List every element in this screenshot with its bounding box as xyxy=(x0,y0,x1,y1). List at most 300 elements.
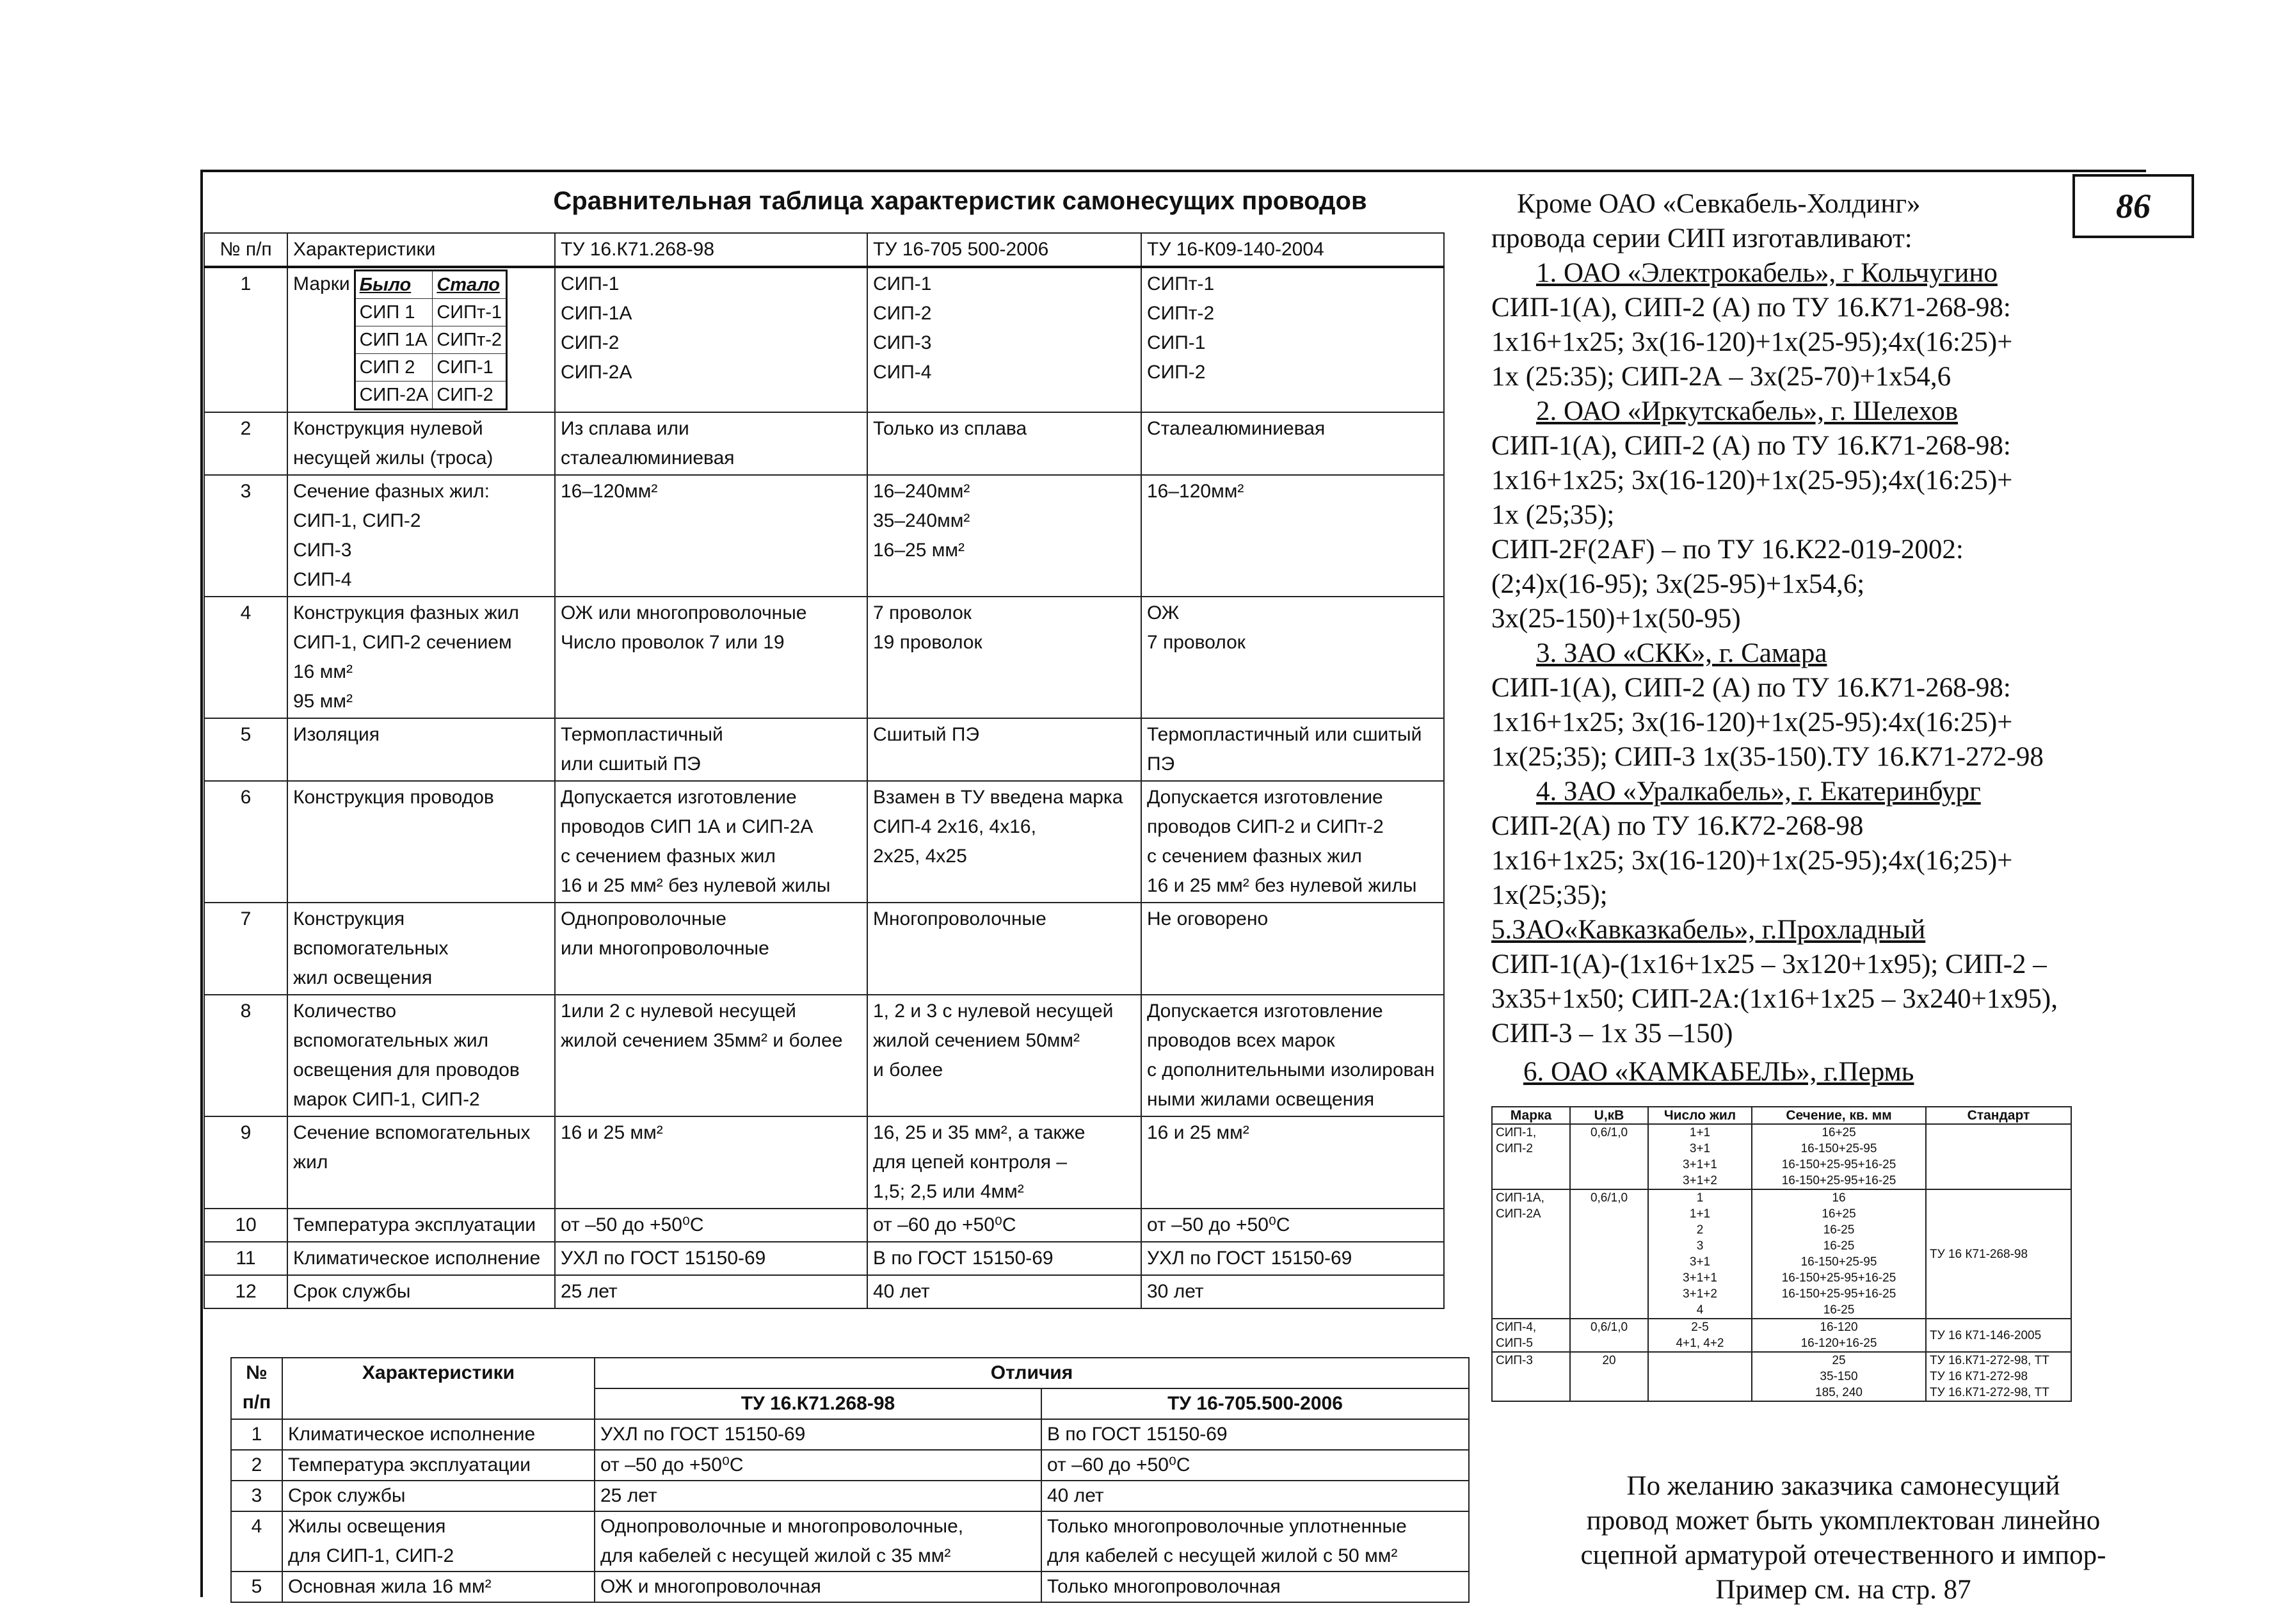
cell-line: СИП-4 xyxy=(293,569,352,590)
cell-line: вспомогательных xyxy=(293,938,449,959)
diff-header-cell: Характеристики xyxy=(282,1358,595,1419)
characteristic-cell xyxy=(287,1116,555,1209)
cell-line: 16-150+25-95 xyxy=(1800,1142,1877,1155)
cell-line: В по ГОСТ 15150-69 xyxy=(1047,1424,1228,1445)
row-number: 8 xyxy=(204,995,287,1116)
cell-line: 16 xyxy=(1832,1191,1846,1205)
cell-line: 2-5 xyxy=(1691,1321,1709,1334)
manufacturer-line: 1х(25;35); xyxy=(1491,880,1608,910)
manufacturer-line: 1х16+1х25; 3х(16-120)+1х(25-95):4х(16:25)+ xyxy=(1491,707,2013,737)
characteristic-cell xyxy=(282,1511,595,1572)
cell-line: 16-25 xyxy=(1823,1223,1855,1237)
kam-standard-cell: ТУ 16 К71-268-98 xyxy=(1926,1189,2071,1319)
cell-line: ТУ 16.К71-272-98, ТТ xyxy=(1930,1354,2049,1367)
tu-705-cell xyxy=(867,1242,1141,1275)
row-number: 1 xyxy=(204,267,287,412)
cell-line: от –50 до +50⁰С xyxy=(561,1214,704,1235)
marki-cell: СИП 1А xyxy=(355,326,433,354)
cell-line: 3+1+1 xyxy=(1683,1271,1717,1285)
cell-line: СИП-1, xyxy=(1496,1126,1537,1139)
cell-line: Взамен в ТУ введена марка xyxy=(873,787,1123,808)
tu-705-cell xyxy=(867,1209,1141,1242)
cell-line: Конструкция нулевой xyxy=(293,418,483,439)
cell-line: СИП-2А xyxy=(1496,1207,1541,1221)
tu-k09-cell xyxy=(1141,1116,1444,1209)
cell-line: ОЖ xyxy=(1147,602,1180,623)
row-number: 1 xyxy=(231,1419,282,1450)
row-number: 4 xyxy=(231,1511,282,1572)
cell-line: СИП-3 xyxy=(1496,1354,1533,1367)
cell-line: для кабелей с несущей жилой с 35 мм² xyxy=(600,1545,951,1566)
cell-line: Допускается изготовление xyxy=(561,787,797,808)
cell-line: и более xyxy=(873,1059,943,1081)
cell-line: Однопроволочные и многопроволочные, xyxy=(600,1516,964,1537)
cell-line: от –50 до +50⁰С xyxy=(600,1454,744,1475)
tu-705-cell xyxy=(1041,1450,1469,1481)
cell-line: Климатическое исполнение xyxy=(293,1248,541,1269)
table-row xyxy=(204,1275,1444,1308)
cell-line: 40 лет xyxy=(1047,1485,1104,1506)
tu-k09-cell xyxy=(1141,475,1444,597)
row-number: 4 xyxy=(204,597,287,718)
cell-line: СИП-2 xyxy=(1147,362,1206,383)
cell-line: 1+1 xyxy=(1689,1207,1711,1221)
row-number: 2 xyxy=(231,1450,282,1481)
cell-line: проводов СИП 1А и СИП-2А xyxy=(561,816,813,837)
cell-line: СИП-1А, xyxy=(1496,1191,1544,1205)
table-row xyxy=(204,597,1444,718)
cell-line: СИП-4, xyxy=(1496,1321,1537,1334)
characteristic-cell xyxy=(287,718,555,781)
kam-section-cell xyxy=(1752,1189,1926,1319)
marki-row xyxy=(355,354,506,382)
tu-268-cell xyxy=(595,1511,1041,1572)
manufacturer-line: (2;4)х(16-95); 3х(25-95)+1х54,6; xyxy=(1491,569,1865,599)
cell-line: УХЛ по ГОСТ 15150-69 xyxy=(561,1248,766,1269)
diff-row xyxy=(231,1481,1469,1511)
marki-cell: СИП 2 xyxy=(355,354,433,382)
marki-cell: СИПт-1 xyxy=(433,299,507,326)
frame-left-line xyxy=(200,170,203,1597)
kam-cores-cell xyxy=(1648,1319,1752,1352)
cell-line: СИП-4 2х16, 4х16, xyxy=(873,816,1036,837)
manufacturers-text xyxy=(1491,187,2131,1089)
cell-line: проводов СИП-2 и СИПт-2 xyxy=(1147,816,1384,837)
tu-k09-cell xyxy=(1141,903,1444,995)
cell-line: 30 лет xyxy=(1147,1281,1204,1302)
cell-line: 16–25 мм² xyxy=(873,540,965,561)
table-row xyxy=(204,1209,1444,1242)
tu-705-cell xyxy=(867,718,1141,781)
manufacturer-heading: 6. ОАО «КАМКАБЕЛЬ», г.Пермь xyxy=(1523,1057,1914,1087)
header-cell: ТУ 16.К71.268-98 xyxy=(555,233,867,267)
table-row xyxy=(204,718,1444,781)
cell-line: Только многопроволочные уплотненные xyxy=(1047,1516,1407,1537)
tu-268-cell xyxy=(595,1450,1041,1481)
table-row xyxy=(204,1116,1444,1209)
tu-705-cell xyxy=(1041,1481,1469,1511)
table-row xyxy=(204,781,1444,903)
cell-line: 16 и 25 мм² xyxy=(561,1122,663,1143)
cell-line: СИП-5 xyxy=(1496,1337,1533,1350)
row-number: 7 xyxy=(204,903,287,995)
cell-line: 3+1 xyxy=(1689,1255,1711,1269)
main-table-title: Сравнительная таблица характеристик самонесущих проводов xyxy=(553,187,1367,215)
cell-line: Допускается изготовление xyxy=(1147,1001,1383,1022)
cell-line: 25 xyxy=(1832,1354,1846,1367)
cell-line: ТУ 16.К71-272-98, ТТ xyxy=(1930,1386,2049,1399)
cell-line: 1,5; 2,5 или 4мм² xyxy=(873,1181,1024,1202)
manufacturer-heading: 1. ОАО «Электрокабель», г Кольчугино xyxy=(1536,258,1998,288)
cell-line: 35-150 xyxy=(1820,1370,1858,1383)
row-number: 11 xyxy=(204,1242,287,1275)
tu-268-cell xyxy=(555,267,867,412)
cell-line: Допускается изготовление xyxy=(1147,787,1383,808)
cell-line: Сталеалюминиевая xyxy=(1147,418,1326,439)
cell-line: СИП-2 xyxy=(873,303,932,324)
cell-line: СИП-2 xyxy=(1496,1142,1533,1155)
tu-705-cell xyxy=(867,267,1141,412)
manufacturer-heading: 4. ЗАО «Уралкабель», г. Екатеринбург xyxy=(1536,776,1981,807)
cell-line: Жилы освещения xyxy=(288,1516,446,1537)
cell-line: 35–240мм² xyxy=(873,510,970,531)
header-cell: ТУ 16-К09-140-2004 xyxy=(1141,233,1444,267)
cell-line: для СИП-1, СИП-2 xyxy=(288,1545,454,1566)
tu-705-cell xyxy=(1041,1419,1469,1450)
cell-line: 16-150+25-95+16-25 xyxy=(1781,1271,1896,1285)
footer-line: Пример см. на стр. 87 xyxy=(1715,1575,1971,1605)
cell-line: Из сплава или xyxy=(561,418,689,439)
tu-k09-cell xyxy=(1141,1275,1444,1308)
cell-line: СИП-3 xyxy=(873,332,932,353)
cell-line: Термопластичный или сшитый xyxy=(1147,724,1422,745)
table-row xyxy=(204,995,1444,1116)
kam-header-cell: Число жил xyxy=(1648,1107,1752,1124)
tu-705-cell xyxy=(867,781,1141,903)
cell-line: Термопластичный xyxy=(561,724,723,745)
cell-line: Количество xyxy=(293,1001,397,1022)
row-number: 12 xyxy=(204,1275,287,1308)
manufacturer-line: 3х(25-150)+1х(50-95) xyxy=(1491,604,1741,634)
cell-line: 16-120 xyxy=(1820,1321,1858,1334)
cell-line: сталеалюминиевая xyxy=(561,447,735,469)
characteristic-cell xyxy=(282,1572,595,1602)
cell-line: СИП-1, СИП-2 xyxy=(293,510,421,531)
row-number: 10 xyxy=(204,1209,287,1242)
marki-label: Марки xyxy=(293,273,350,294)
marki-header-cell: Стало xyxy=(433,271,507,299)
characteristic-cell xyxy=(287,1209,555,1242)
cell-line: 16 и 25 мм² без нулевой жилы xyxy=(1147,875,1417,896)
cell-line: освещения для проводов xyxy=(293,1059,520,1081)
cell-line: жил освещения xyxy=(293,967,433,988)
cell-line: СИП-2А xyxy=(561,362,632,383)
cell-line: 95 мм² xyxy=(293,691,353,712)
marki-block xyxy=(293,269,549,410)
kam-mark-cell xyxy=(1492,1352,1570,1401)
cell-line: СИП-1 xyxy=(873,273,932,294)
cell-line: 16+25 xyxy=(1822,1207,1856,1221)
tu-705-cell xyxy=(867,1116,1141,1209)
cell-line: 16–120мм² xyxy=(561,481,658,502)
cell-line: 16-25 xyxy=(1823,1303,1855,1317)
footer-line: провод может быть укомплектован линейно xyxy=(1586,1506,2101,1536)
manufacturer-line: СИП-3 – 1х 35 –150) xyxy=(1491,1018,1733,1049)
cell-line: 16-150+25-95+16-25 xyxy=(1781,1287,1896,1301)
tu-268-cell xyxy=(555,781,867,903)
cell-line: 16+25 xyxy=(1822,1126,1856,1139)
characteristic-cell xyxy=(287,903,555,995)
cell-line: 1, 2 и 3 с нулевой несущей xyxy=(873,1001,1114,1022)
cell-line: Только из сплава xyxy=(873,418,1027,439)
manufacturer-heading: 3. ЗАО «СКК», г. Самара xyxy=(1536,638,1827,668)
marki-row xyxy=(355,299,506,326)
table-header-row xyxy=(204,233,1444,267)
characteristic-cell xyxy=(282,1419,595,1450)
tu-268-cell xyxy=(595,1419,1041,1450)
tu-705-cell xyxy=(867,412,1141,475)
cell-line: Срок службы xyxy=(288,1485,406,1506)
cell-line: 1+1 xyxy=(1689,1126,1711,1139)
kam-voltage-cell: 0,6/1,0 xyxy=(1570,1319,1648,1352)
manufacturer-heading: 2. ОАО «Иркутскабель», г. Шелехов xyxy=(1536,396,1959,426)
cell-line: 16-150+25-95+16-25 xyxy=(1781,1174,1896,1187)
kam-header-cell: Сечение, кв. мм xyxy=(1752,1107,1926,1124)
tu-k09-cell xyxy=(1141,412,1444,475)
kam-cores-cell xyxy=(1648,1352,1752,1401)
tu-k09-cell xyxy=(1141,718,1444,781)
cell-line: УХЛ по ГОСТ 15150-69 xyxy=(600,1424,806,1445)
kam-voltage-cell: 0,6/1,0 xyxy=(1570,1189,1648,1319)
cell-line: Многопроволочные xyxy=(873,908,1046,929)
tu-705-cell xyxy=(867,475,1141,597)
row-number: 5 xyxy=(204,718,287,781)
cell-line: 16 мм² xyxy=(293,661,353,682)
kam-standard-cell xyxy=(1926,1352,2071,1401)
marki-cell: СИП-2А xyxy=(355,382,433,410)
tu-k09-cell xyxy=(1141,781,1444,903)
table-row xyxy=(204,475,1444,597)
cell-line: 16–240мм² xyxy=(873,481,970,502)
tu-k09-cell xyxy=(1141,267,1444,412)
cell-line: от –60 до +50⁰С xyxy=(873,1214,1016,1235)
cell-line: Не оговорено xyxy=(1147,908,1269,929)
cell-line: 16 и 25 мм² без нулевой жилы xyxy=(561,875,831,896)
cell-line: УХЛ по ГОСТ 15150-69 xyxy=(1147,1248,1352,1269)
kam-row xyxy=(1492,1319,2071,1352)
cell-line: или многопроволочные xyxy=(561,938,769,959)
header-cell: № п/п xyxy=(204,233,287,267)
table-row xyxy=(204,903,1444,995)
kam-header-cell: Стандарт xyxy=(1926,1107,2071,1124)
manufacturer-line: 1х16+1х25; 3х(16-120)+1х(25-95);4х(16:25)+ xyxy=(1491,327,2013,357)
cell-line: 4 xyxy=(1696,1303,1704,1317)
cell-line: СИП-1А xyxy=(561,303,632,324)
cell-line: ПЭ xyxy=(1147,753,1175,775)
manufacturer-line: СИП-1(А)-(1х16+1х25 – 3х120+1х95); СИП-2 – xyxy=(1491,949,2047,979)
diff-row xyxy=(231,1450,1469,1481)
manufacturer-line: СИП-1(А), СИП-2 (А) по ТУ 16.К71-268-98: xyxy=(1491,293,2011,323)
characteristic-cell xyxy=(287,412,555,475)
characteristic-cell xyxy=(287,1275,555,1308)
tu-705-cell xyxy=(867,995,1141,1116)
cell-line: 19 проволок xyxy=(873,632,982,653)
marki-cell: СИП-2 xyxy=(433,382,507,410)
cell-line: ОЖ или многопроволочные xyxy=(561,602,807,623)
characteristic-cell xyxy=(287,1242,555,1275)
marki-cell: СИПт-2 xyxy=(433,326,507,354)
table-row xyxy=(204,1242,1444,1275)
row-number: 5 xyxy=(231,1572,282,1602)
cell-line: с сечением фазных жил xyxy=(1147,846,1362,867)
tu-268-cell xyxy=(555,1242,867,1275)
cell-line: Климатическое исполнение xyxy=(288,1424,536,1445)
characteristic-cell xyxy=(282,1481,595,1511)
kam-row xyxy=(1492,1124,2071,1189)
cell-line: с сечением фазных жил xyxy=(561,846,776,867)
tu-705-cell xyxy=(867,903,1141,995)
cell-line: ными жилами освещения xyxy=(1147,1089,1375,1110)
cell-line: 16-150+25-95 xyxy=(1800,1255,1877,1269)
diff-header-row xyxy=(231,1358,1469,1388)
kam-section-cell xyxy=(1752,1352,1926,1401)
table-row xyxy=(204,412,1444,475)
tu-k09-cell xyxy=(1141,597,1444,718)
kamkabel-table xyxy=(1491,1106,2072,1402)
marki-cell: СИП-1 xyxy=(433,354,507,382)
kam-header-row xyxy=(1492,1107,2071,1124)
kam-section-cell xyxy=(1752,1319,1926,1352)
cell-line: 2х25, 4х25 xyxy=(873,846,967,867)
kam-header-cell: U,кВ xyxy=(1570,1107,1648,1124)
cell-line: ТУ 16 К71-272-98 xyxy=(1930,1370,2028,1383)
header-cell: ТУ 16-705 500-2006 xyxy=(867,233,1141,267)
tu-268-cell xyxy=(555,475,867,597)
cell-line: 3+1+2 xyxy=(1683,1174,1717,1187)
cell-line: СИП-1 xyxy=(1147,332,1206,353)
row-number: 3 xyxy=(231,1481,282,1511)
kam-voltage-cell: 0,6/1,0 xyxy=(1570,1124,1648,1189)
diff-row xyxy=(231,1511,1469,1572)
cell-line: СИПт-1 xyxy=(1147,273,1215,294)
characteristic-cell xyxy=(287,995,555,1116)
cell-line: от –60 до +50⁰С xyxy=(1047,1454,1190,1475)
diff-row xyxy=(231,1572,1469,1602)
manufacturer-line: СИП-1(А), СИП-2 (А) по ТУ 16.К71-268-98: xyxy=(1491,673,2011,703)
cell-line: СИП-2 xyxy=(561,332,620,353)
diff-header-cell: Отличия xyxy=(595,1358,1469,1388)
kam-mark-cell xyxy=(1492,1189,1570,1319)
row-number: 3 xyxy=(204,475,287,597)
characteristic-cell xyxy=(287,597,555,718)
cell-line: Конструкция xyxy=(293,908,405,929)
cell-line: 7 проволок xyxy=(1147,632,1246,653)
kam-mark-cell xyxy=(1492,1319,1570,1352)
tu-268-cell xyxy=(555,903,867,995)
kam-row xyxy=(1492,1352,2071,1401)
cell-line: жил xyxy=(293,1152,328,1173)
differences-table xyxy=(230,1357,1470,1603)
footer-text xyxy=(1523,1469,2163,1607)
tu-268-cell xyxy=(595,1572,1041,1602)
manufacturer-line: 1х16+1х25; 3х(16-120)+1х(25-95);4х(16;25)+ xyxy=(1491,846,2013,876)
tu-k09-cell xyxy=(1141,995,1444,1116)
manufacturer-line: СИП-2(А) по ТУ 16.К72-268-98 xyxy=(1491,811,1864,841)
diff-header-cell: ТУ 16-705.500-2006 xyxy=(1041,1388,1469,1419)
cell-line: 16–120мм² xyxy=(1147,481,1244,502)
cell-line: 3+1 xyxy=(1689,1142,1711,1155)
cell-line: 16-150+25-95+16-25 xyxy=(1781,1158,1896,1171)
cell-line: 1или 2 с нулевой несущей xyxy=(561,1001,796,1022)
tu-k09-cell xyxy=(1141,1209,1444,1242)
cell-line: Срок службы xyxy=(293,1281,411,1302)
row-number: 2 xyxy=(204,412,287,475)
cell-line: для цепей контроля – xyxy=(873,1152,1068,1173)
tu-268-cell xyxy=(555,995,867,1116)
footer-line: По желанию заказчика самонесущий xyxy=(1626,1471,2060,1501)
cell-line: Однопроволочные xyxy=(561,908,726,929)
cell-line: ОЖ и многопроволочная xyxy=(600,1576,821,1597)
kam-row xyxy=(1492,1189,2071,1319)
cell-line: проводов всех марок xyxy=(1147,1030,1335,1051)
manufacturer-line: СИП-2F(2AF) – по ТУ 16.К22-019-2002: xyxy=(1491,535,1964,565)
cell-line: СИПт-2 xyxy=(1147,303,1215,324)
characteristic-cell xyxy=(287,781,555,903)
cell-line: Только многопроволочная xyxy=(1047,1576,1281,1597)
marki-cell: СИП 1 xyxy=(355,299,433,326)
cell-line: 1 xyxy=(1696,1191,1704,1205)
cell-line: 40 лет xyxy=(873,1281,930,1302)
characteristic-cell xyxy=(287,475,555,597)
cell-line: 7 проволок xyxy=(873,602,972,623)
marki-header-row xyxy=(355,271,506,299)
manufacturer-heading: 5.ЗАО«Кавказкабель», г.Прохладный xyxy=(1491,915,1926,945)
kam-standard-cell xyxy=(1926,1124,2071,1189)
tu-705-cell xyxy=(1041,1511,1469,1572)
cell-line: жилой сечением 35мм² и более xyxy=(561,1030,843,1051)
cell-line: Сечение вспомогательных xyxy=(293,1122,531,1143)
page-number: 86 xyxy=(2072,174,2194,238)
cell-line: Основная жила 16 мм² xyxy=(288,1576,492,1597)
kam-voltage-cell: 20 xyxy=(1570,1352,1648,1401)
cell-line: Сшитый ПЭ xyxy=(873,724,980,745)
tu-268-cell xyxy=(555,1209,867,1242)
marki-header-cell: Было xyxy=(355,271,433,299)
manufacturer-line: 1х16+1х25; 3х(16-120)+1х(25-95);4х(16:25)+ xyxy=(1491,465,2013,495)
cell-line: 2 xyxy=(1696,1223,1704,1237)
tu-268-cell xyxy=(555,718,867,781)
kam-cores-cell xyxy=(1648,1124,1752,1189)
cell-line: СИП-1 xyxy=(561,273,620,294)
cell-line: 25 лет xyxy=(561,1281,618,1302)
cell-line: 185, 240 xyxy=(1815,1386,1863,1399)
cell-line: Конструкция фазных жил xyxy=(293,602,520,623)
tu-705-cell xyxy=(867,1275,1141,1308)
cell-line: СИП-1, СИП-2 сечением xyxy=(293,632,512,653)
cell-line: от –50 до +50⁰С xyxy=(1147,1214,1290,1235)
cell-line: Конструкция проводов xyxy=(293,787,494,808)
manufacturer-line: 1х(25;35); СИП-3 1х(35-150).ТУ 16.К71-272-98 xyxy=(1491,742,2044,772)
comparison-table xyxy=(204,232,1445,1309)
cell-line: 3 xyxy=(1696,1239,1704,1253)
cell-line: 3+1+2 xyxy=(1683,1287,1717,1301)
kam-standard-cell: ТУ 16 К71-146-2005 xyxy=(1926,1319,2071,1352)
cell-line: марок СИП-1, СИП-2 xyxy=(293,1089,480,1110)
cell-line: Температура эксплуатации xyxy=(293,1214,536,1235)
cell-line: для кабелей с несущей жилой с 50 мм² xyxy=(1047,1545,1398,1566)
cell-line: 4+1, 4+2 xyxy=(1676,1337,1724,1350)
tu-268-cell xyxy=(555,1275,867,1308)
